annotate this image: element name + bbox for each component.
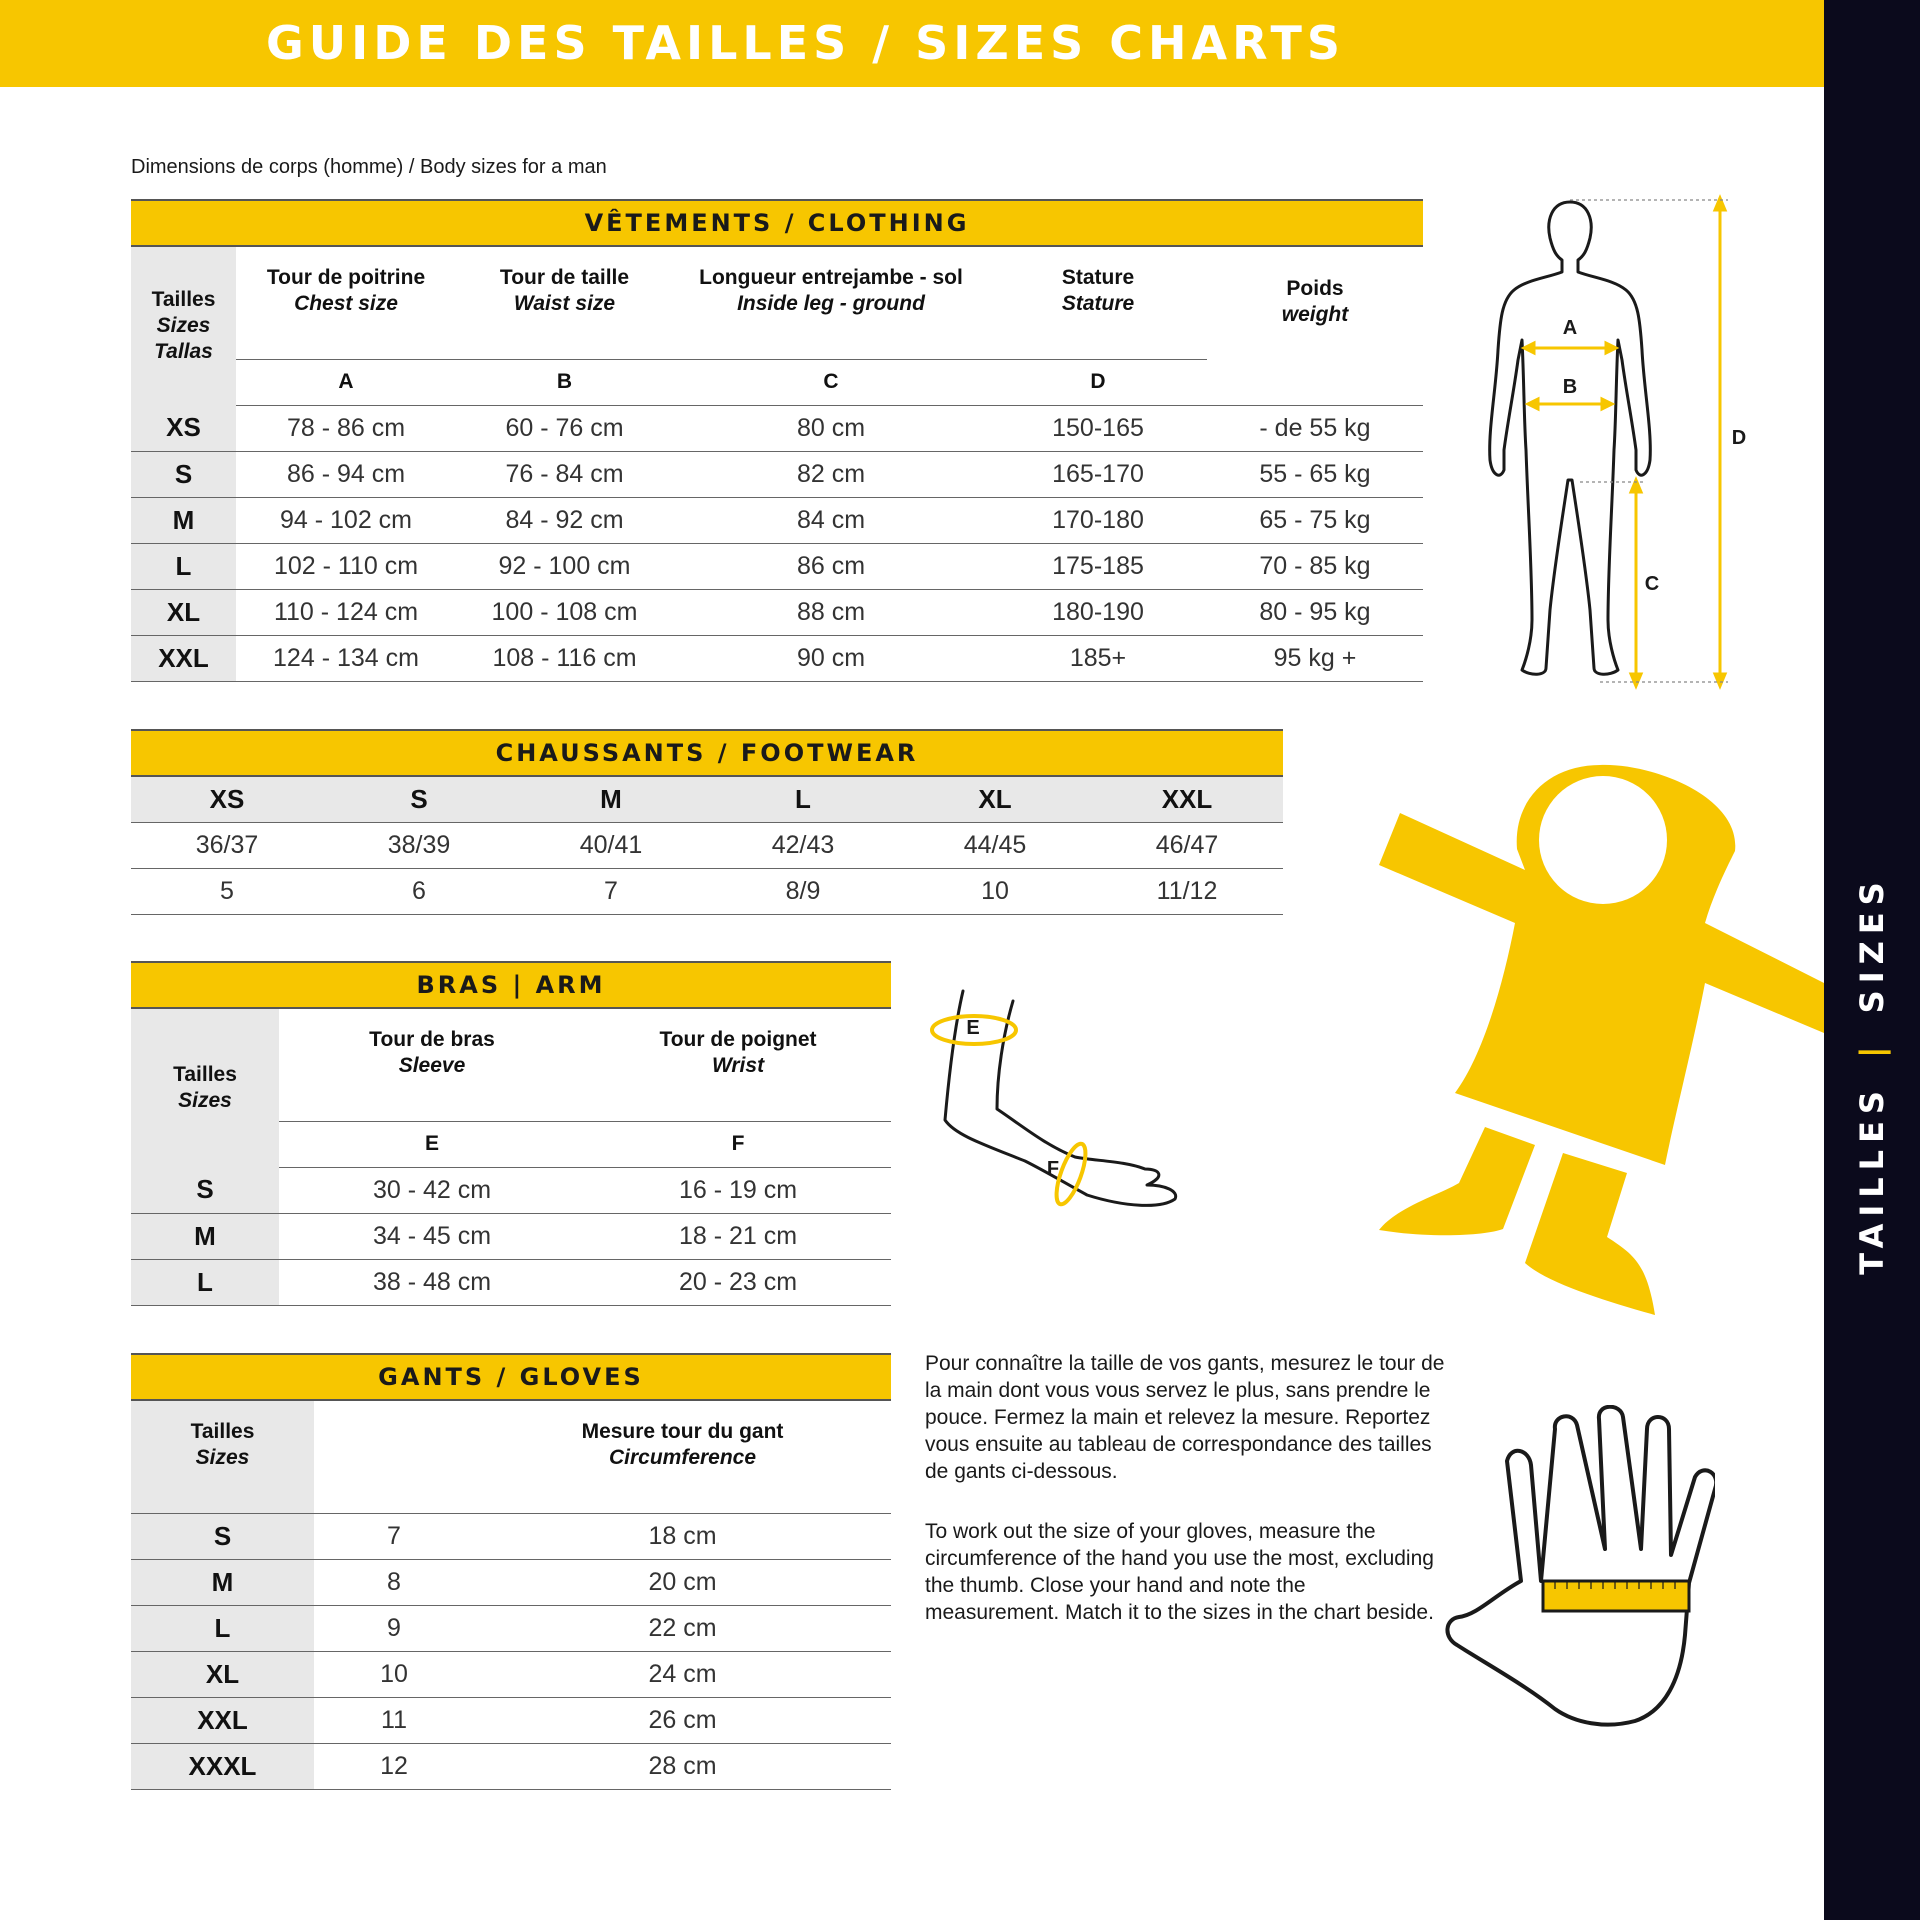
col-letter-e: E [279,1121,585,1167]
label-d: D [1731,427,1747,449]
side-tab-right: SIZES [1853,875,1891,1014]
side-tab-left: TAILLES [1853,1084,1891,1275]
body-measurement-illustration [1470,190,1770,690]
table-row: XS 78 - 86 cm 60 - 76 cm 80 cm 150-165 - de 55 kg [131,405,1423,451]
gloves-instructions-fr: Pour connaître la taille de vos gants, mesurez le tour de la main dont vous vous servez le plus, sans prendre le pouce. Fermez la main et relevez la mesure. Reportez vous ensuite au tableau de correspondance des tailles de gants ci-dessous. [925,1352,1445,1483]
gloves-table [131,1353,891,1790]
arm-table [131,961,891,1306]
col-letter-d: D [989,359,1207,405]
hand-measurement-illustration [1445,1405,1715,1735]
col-header-sleeve: Tour de bras Sleeve [279,1008,585,1121]
label-a: A [1562,317,1578,339]
col-header-inside-leg: Longueur entrejambe - sol Inside leg - ground [673,246,989,359]
page-title: GUIDE DES TAILLES / SIZES CHARTS [266,16,1346,70]
footwear-table [131,729,1283,915]
raincoat-figure-illustration [1375,755,1824,1315]
label-e: E [966,1017,980,1039]
gloves-instructions-en: To work out the size of your gloves, measure the circumference of the hand you use the most, excluding the thumb. Close your hand and note the measurement. Match it to the sizes in the chart beside. [925,1520,1434,1624]
arm-measurement-illustration [925,985,1185,1225]
table-row: L 102 - 110 cm 92 - 100 cm 86 cm 175-185 70 - 85 kg [131,543,1423,589]
table-row: L 9 22 cm [131,1605,891,1651]
table-row: S 7 18 cm [131,1513,891,1559]
sizes-header-fr: Tailles [151,288,216,311]
col-header-wrist: Tour de poignet Wrist [585,1008,891,1121]
table-row: M 8 20 cm [131,1559,891,1605]
gloves-title: GANTS / GLOVES [131,1354,891,1400]
footwear-uk-row: 5 6 7 8/9 10 11/12 [131,869,1283,915]
side-tab [1824,0,1920,1920]
footwear-eu-row: 36/37 38/39 40/41 42/43 44/45 46/47 [131,823,1283,869]
col-letter-b: B [456,359,673,405]
sizes-header-es: Tallas [154,340,213,363]
sizes-header [131,246,236,405]
col-header-stature: Stature Stature [989,246,1207,359]
footwear-size-row: XS S M L XL XXL [131,776,1283,823]
col-letter-c: C [673,359,989,405]
arm-title: BRAS | ARM [131,962,891,1008]
gloves-sizes-header: Tailles Sizes [131,1400,314,1513]
table-row: XL 10 24 cm [131,1651,891,1697]
col-header-circumference: Mesure tour du gant Circumference [474,1400,891,1513]
table-row: L 38 - 48 cm 20 - 23 cm [131,1259,891,1305]
label-c: C [1644,573,1660,595]
subtitle: Dimensions de corps (homme) / Body sizes for a man [131,156,607,178]
col-header-weight: Poids weight [1207,246,1423,405]
col-header-chest: Tour de poitrine Chest size [236,246,456,359]
col-letter-a: A [236,359,456,405]
arm-sizes-header: Tailles Sizes [131,1008,279,1167]
side-tab-separator: | [1853,1039,1891,1059]
col-header-waist: Tour de taille Waist size [456,246,673,359]
col-letter-f: F [585,1121,891,1167]
header-bar [0,0,1824,87]
label-b: B [1562,376,1578,398]
table-row: M 34 - 45 cm 18 - 21 cm [131,1213,891,1259]
footwear-title: CHAUSSANTS / FOOTWEAR [131,730,1283,776]
table-row: XXXL 12 28 cm [131,1743,891,1789]
table-row: XXL 11 26 cm [131,1697,891,1743]
table-row: XL 110 - 124 cm 100 - 108 cm 88 cm 180-190 80 - 95 kg [131,589,1423,635]
clothing-table [131,199,1423,682]
side-tab-label [1853,875,1891,1274]
clothing-title: VÊTEMENTS / CLOTHING [131,200,1423,246]
sizes-header-en: Sizes [156,314,211,337]
table-row: M 94 - 102 cm 84 - 92 cm 84 cm 170-180 65 - 75 kg [131,497,1423,543]
table-row: XXL 124 - 134 cm 108 - 116 cm 90 cm 185+ 95 kg + [131,635,1423,681]
table-row: S 86 - 94 cm 76 - 84 cm 82 cm 165-170 55 - 65 kg [131,451,1423,497]
table-row: S 30 - 42 cm 16 - 19 cm [131,1167,891,1213]
label-f: F [1046,1158,1060,1180]
